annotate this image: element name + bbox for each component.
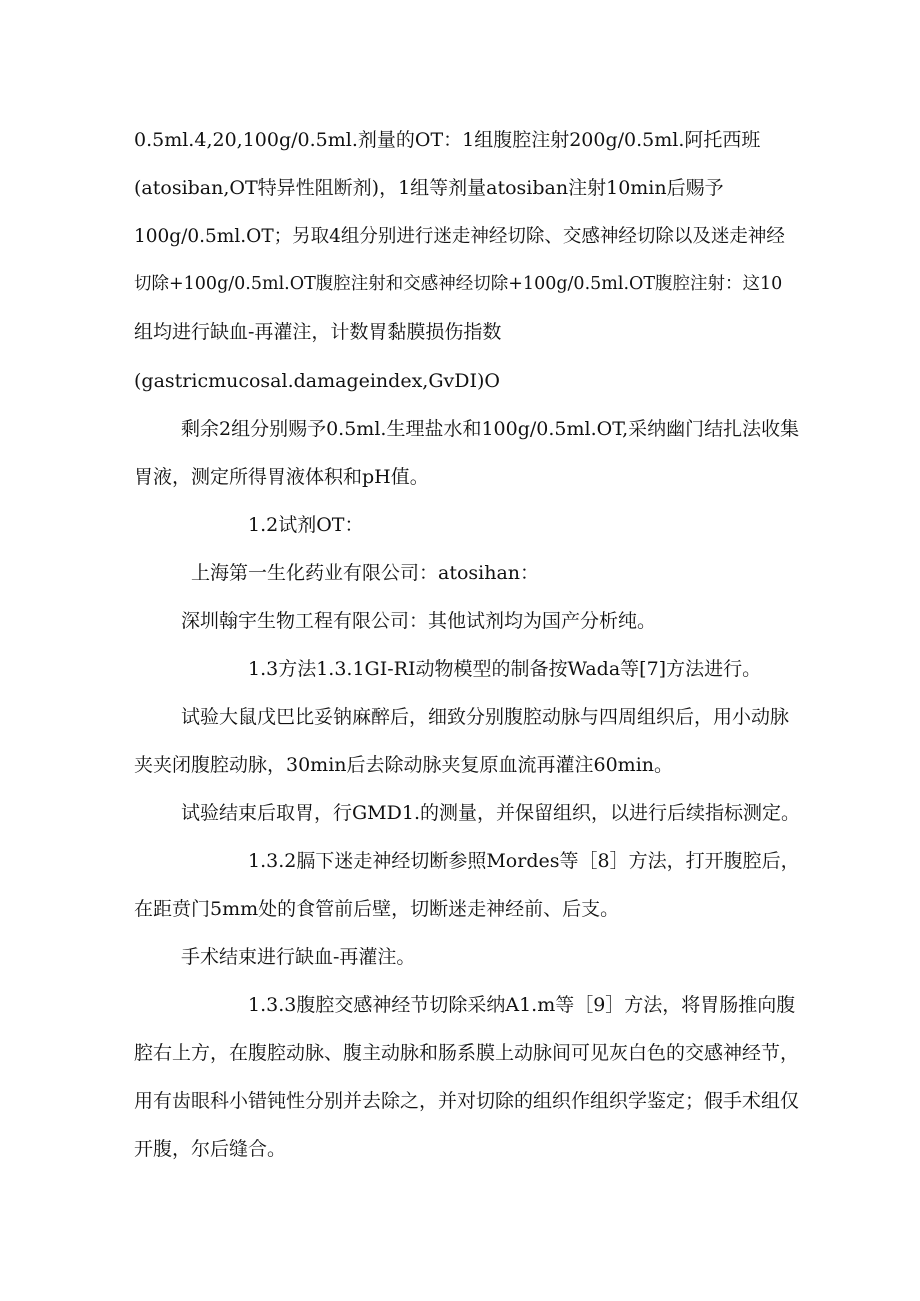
- text-line: 剩余2组分别赐予0.5ml.生理盐水和100g/0.5ml.OT,采纳幽门结扎法收集: [181, 418, 800, 440]
- text-line: 开腹，尔后缝合。: [134, 1138, 287, 1160]
- text-line: (atosiban,OT特异性阻断剂)，1组等剂量atosiban注射10min后赐予: [134, 177, 724, 199]
- text-line: 用有齿眼科小错钝性分别并去除之，并对切除的组织作组织学鉴定；假手术组仅: [134, 1090, 800, 1112]
- section-heading: 1.3.3腹腔交感神经节切除采纳A1.m等［9］方法，将胃肠推向腹: [248, 994, 796, 1016]
- text-line: 胃液，测定所得胃液体积和pH值。: [134, 466, 429, 488]
- text-line: 夹夹闭腹腔动脉，30min后去除动脉夹复原血流再灌注60min。: [134, 754, 674, 776]
- text-line: 100g/0.5ml.OT；另取4组分别进行迷走神经切除、交感神经切除以及迷走神经: [134, 226, 785, 247]
- section-heading: 1.3方法1.3.1GI-RI动物模型的制备按Wada等[7]方法进行。: [248, 658, 762, 680]
- text-line: 在距贲门5mm处的食管前后壁，切断迷走神经前、后支。: [134, 898, 620, 920]
- section-heading: 1.2试剂OT：: [248, 514, 364, 536]
- text-line: 深圳翰宇生物工程有限公司：其他试剂均为国产分析纯。: [181, 610, 657, 632]
- text-line: 切除+100g/0.5ml.OT腹腔注射和交感神经切除+100g/0.5ml.OT腹腔注射：这10: [134, 274, 783, 294]
- text-line: 试验大鼠戊巴比妥钠麻醉后，细致分别腹腔动脉与四周组织后，用小动脉: [181, 706, 790, 728]
- text-line: 0.5ml.4,20,100g/0.5ml.剂量的OT：1组腹腔注射200g/0.5ml.阿托西班: [134, 129, 761, 151]
- section-heading: 1.3.2膈下迷走神经切断参照Mordes等［8］方法，打开腹腔后，: [248, 850, 800, 872]
- text-line: 上海第一生化药业有限公司：atosihan：: [191, 562, 540, 584]
- text-line: (gastricmucosal.damageindex,GvDI)O: [134, 370, 500, 392]
- text-line: 腔右上方，在腹腔动脉、腹主动脉和肠系膜上动脉间可见灰白色的交感神经节，: [134, 1042, 800, 1064]
- text-line: 试验结束后取胃，行GMD1.的测量，并保留组织，以进行后续指标测定。: [181, 802, 800, 824]
- text-line: 手术结束进行缺血-再灌注。: [181, 946, 416, 968]
- text-line: 组均进行缺血-再灌注，计数胃黏膜损伤指数: [134, 321, 502, 343]
